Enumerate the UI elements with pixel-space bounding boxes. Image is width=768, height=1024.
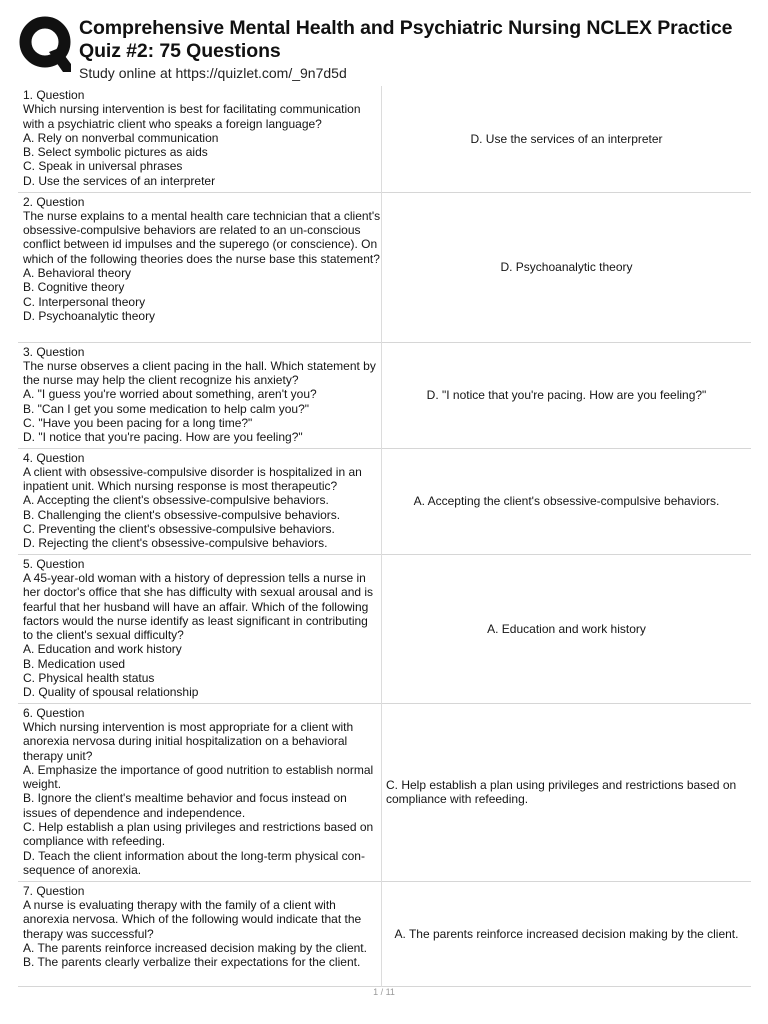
- answer-option: B. "Can I get you some medication to help calm you?": [23, 401, 310, 416]
- answer-option: A. Emphasize the importance of good nutrition to establish normal weight.: [23, 762, 374, 792]
- table-row: [18, 192, 751, 342]
- question-cell: [18, 448, 382, 554]
- table-row: [18, 554, 751, 703]
- question-text: A client with obsessive-compulsive disorder is hospitalized in an inpatient unit. Which nursing response is most therapeutic?: [23, 464, 362, 494]
- answer-option: B. Select symbolic pictures as aids: [23, 145, 208, 160]
- study-online-link[interactable]: Study online at https://quizlet.com/_9n7d5d: [79, 65, 347, 81]
- answer-option: B. The parents clearly verbalize their expectations for the client.: [23, 955, 361, 970]
- question-number: 1. Question: [23, 88, 85, 102]
- question-cell: [18, 192, 382, 342]
- answer-option: A. Accepting the client's obsessive-compulsive behaviors.: [23, 493, 329, 508]
- quizlet-logo-icon: [19, 14, 71, 76]
- question-number: 7. Question: [23, 883, 85, 898]
- table-row: [18, 881, 751, 986]
- question-cell: [18, 342, 382, 448]
- question-number: 2. Question: [23, 194, 85, 209]
- question-cell: [18, 703, 382, 881]
- answer-option: A. Education and work history: [23, 642, 182, 657]
- question-table: [18, 86, 751, 987]
- answer-cell: C. Help establish a plan using privileges and restrictions based on compliance with refeeding.: [386, 777, 737, 807]
- answer-option: A. Behavioral theory: [23, 265, 132, 280]
- answer-cell: D. "I notice that you're pacing. How are you feeling?": [426, 387, 707, 402]
- question-cell: [18, 881, 382, 986]
- answer-option: C. Help establish a plan using privileges and restrictions based on compliance with refeeding.: [23, 820, 374, 849]
- table-row: [18, 448, 751, 554]
- page-header: [0, 0, 768, 86]
- answer-option: B. Cognitive theory: [23, 280, 125, 295]
- question-text: A 45-year-old woman with a history of depression tells a nurse in her doctor's office that she has difficulty with sexual arousal and is fearful that her husband will have an affair. Which of the following factors would the nurse identify as least significant in contributing to the client's sexual difficulty?: [23, 570, 374, 643]
- answer-option: C. "Have you been pacing for a long time?": [23, 415, 253, 430]
- answer-option: D. Teach the client information about the long-term physical con-sequence of anorexia.: [23, 848, 365, 877]
- answer-cell: A. Education and work history: [487, 621, 646, 636]
- answer-option: B. Challenging the client's obsessive-compulsive behaviors.: [23, 507, 341, 522]
- question-text: Which nursing intervention is best for facilitating communication with a psychiatric client who speaks a foreign language?: [23, 102, 361, 131]
- question-number: 4. Question: [23, 450, 85, 465]
- answer-option: C. Interpersonal theory: [23, 294, 146, 309]
- answer-option: B. Ignore the client's mealtime behavior and focus instead on issues of dependence and independence.: [23, 791, 347, 820]
- document-title: Comprehensive Mental Health and Psychiatric Nursing NCLEX Practice Quiz #2: 75 Questions: [79, 17, 733, 62]
- answer-option: A. "I guess you're worried about something, aren't you?: [23, 387, 317, 402]
- answer-option: D. Use the services of an interpreter: [23, 173, 216, 188]
- question-number: 6. Question: [23, 705, 85, 720]
- question-number: 3. Question: [23, 344, 85, 359]
- answer-option: D. Quality of spousal relationship: [23, 685, 199, 700]
- answer-option: A. Rely on nonverbal communication: [23, 130, 219, 145]
- question-number: 5. Question: [23, 556, 85, 571]
- question-text: The nurse explains to a mental health care technician that a client's obsessive-compulsive behaviors are related to an un-conscious conflict between id impulses and the superego (or conscience). On which of the following theories does the nurse base this statement?: [23, 208, 381, 266]
- answer-option: D. Rejecting the client's obsessive-compulsive behaviors.: [23, 536, 328, 551]
- question-text: Which nursing intervention is most appropriate for a client with anorexia nervosa during initial hospitalization on a behavioral therapy unit?: [23, 719, 354, 763]
- answer-cell: D. Use the services of an interpreter: [470, 131, 663, 146]
- answer-option: A. The parents reinforce increased decision making by the client.: [23, 940, 367, 955]
- answer-cell: D. Psychoanalytic theory: [500, 259, 633, 274]
- question-text: The nurse observes a client pacing in the hall. Which statement by the nurse may help the client recognize his anxiety?: [23, 358, 376, 388]
- page-number: 1 / 11: [373, 987, 395, 997]
- answer-option: B. Medication used: [23, 656, 126, 671]
- answer-option: C. Physical health status: [23, 671, 155, 686]
- answer-option: D. Psychoanalytic theory: [23, 308, 156, 323]
- question-cell: [18, 554, 382, 703]
- answer-option: C. Speak in universal phrases: [23, 159, 183, 174]
- question-text: A nurse is evaluating therapy with the family of a client with anorexia nervosa. Which of the following would indicate that the therapy was successful?: [23, 897, 362, 941]
- table-row: [18, 342, 751, 448]
- answer-cell: A. The parents reinforce increased decision making by the client.: [394, 926, 739, 941]
- answer-option: C. Preventing the client's obsessive-compulsive behaviors.: [23, 522, 335, 537]
- question-cell: [18, 86, 382, 192]
- table-row: [18, 86, 751, 192]
- table-row: [18, 703, 751, 881]
- answer-cell: A. Accepting the client's obsessive-compulsive behaviors.: [413, 493, 720, 508]
- answer-option: D. "I notice that you're pacing. How are you feeling?": [23, 430, 303, 445]
